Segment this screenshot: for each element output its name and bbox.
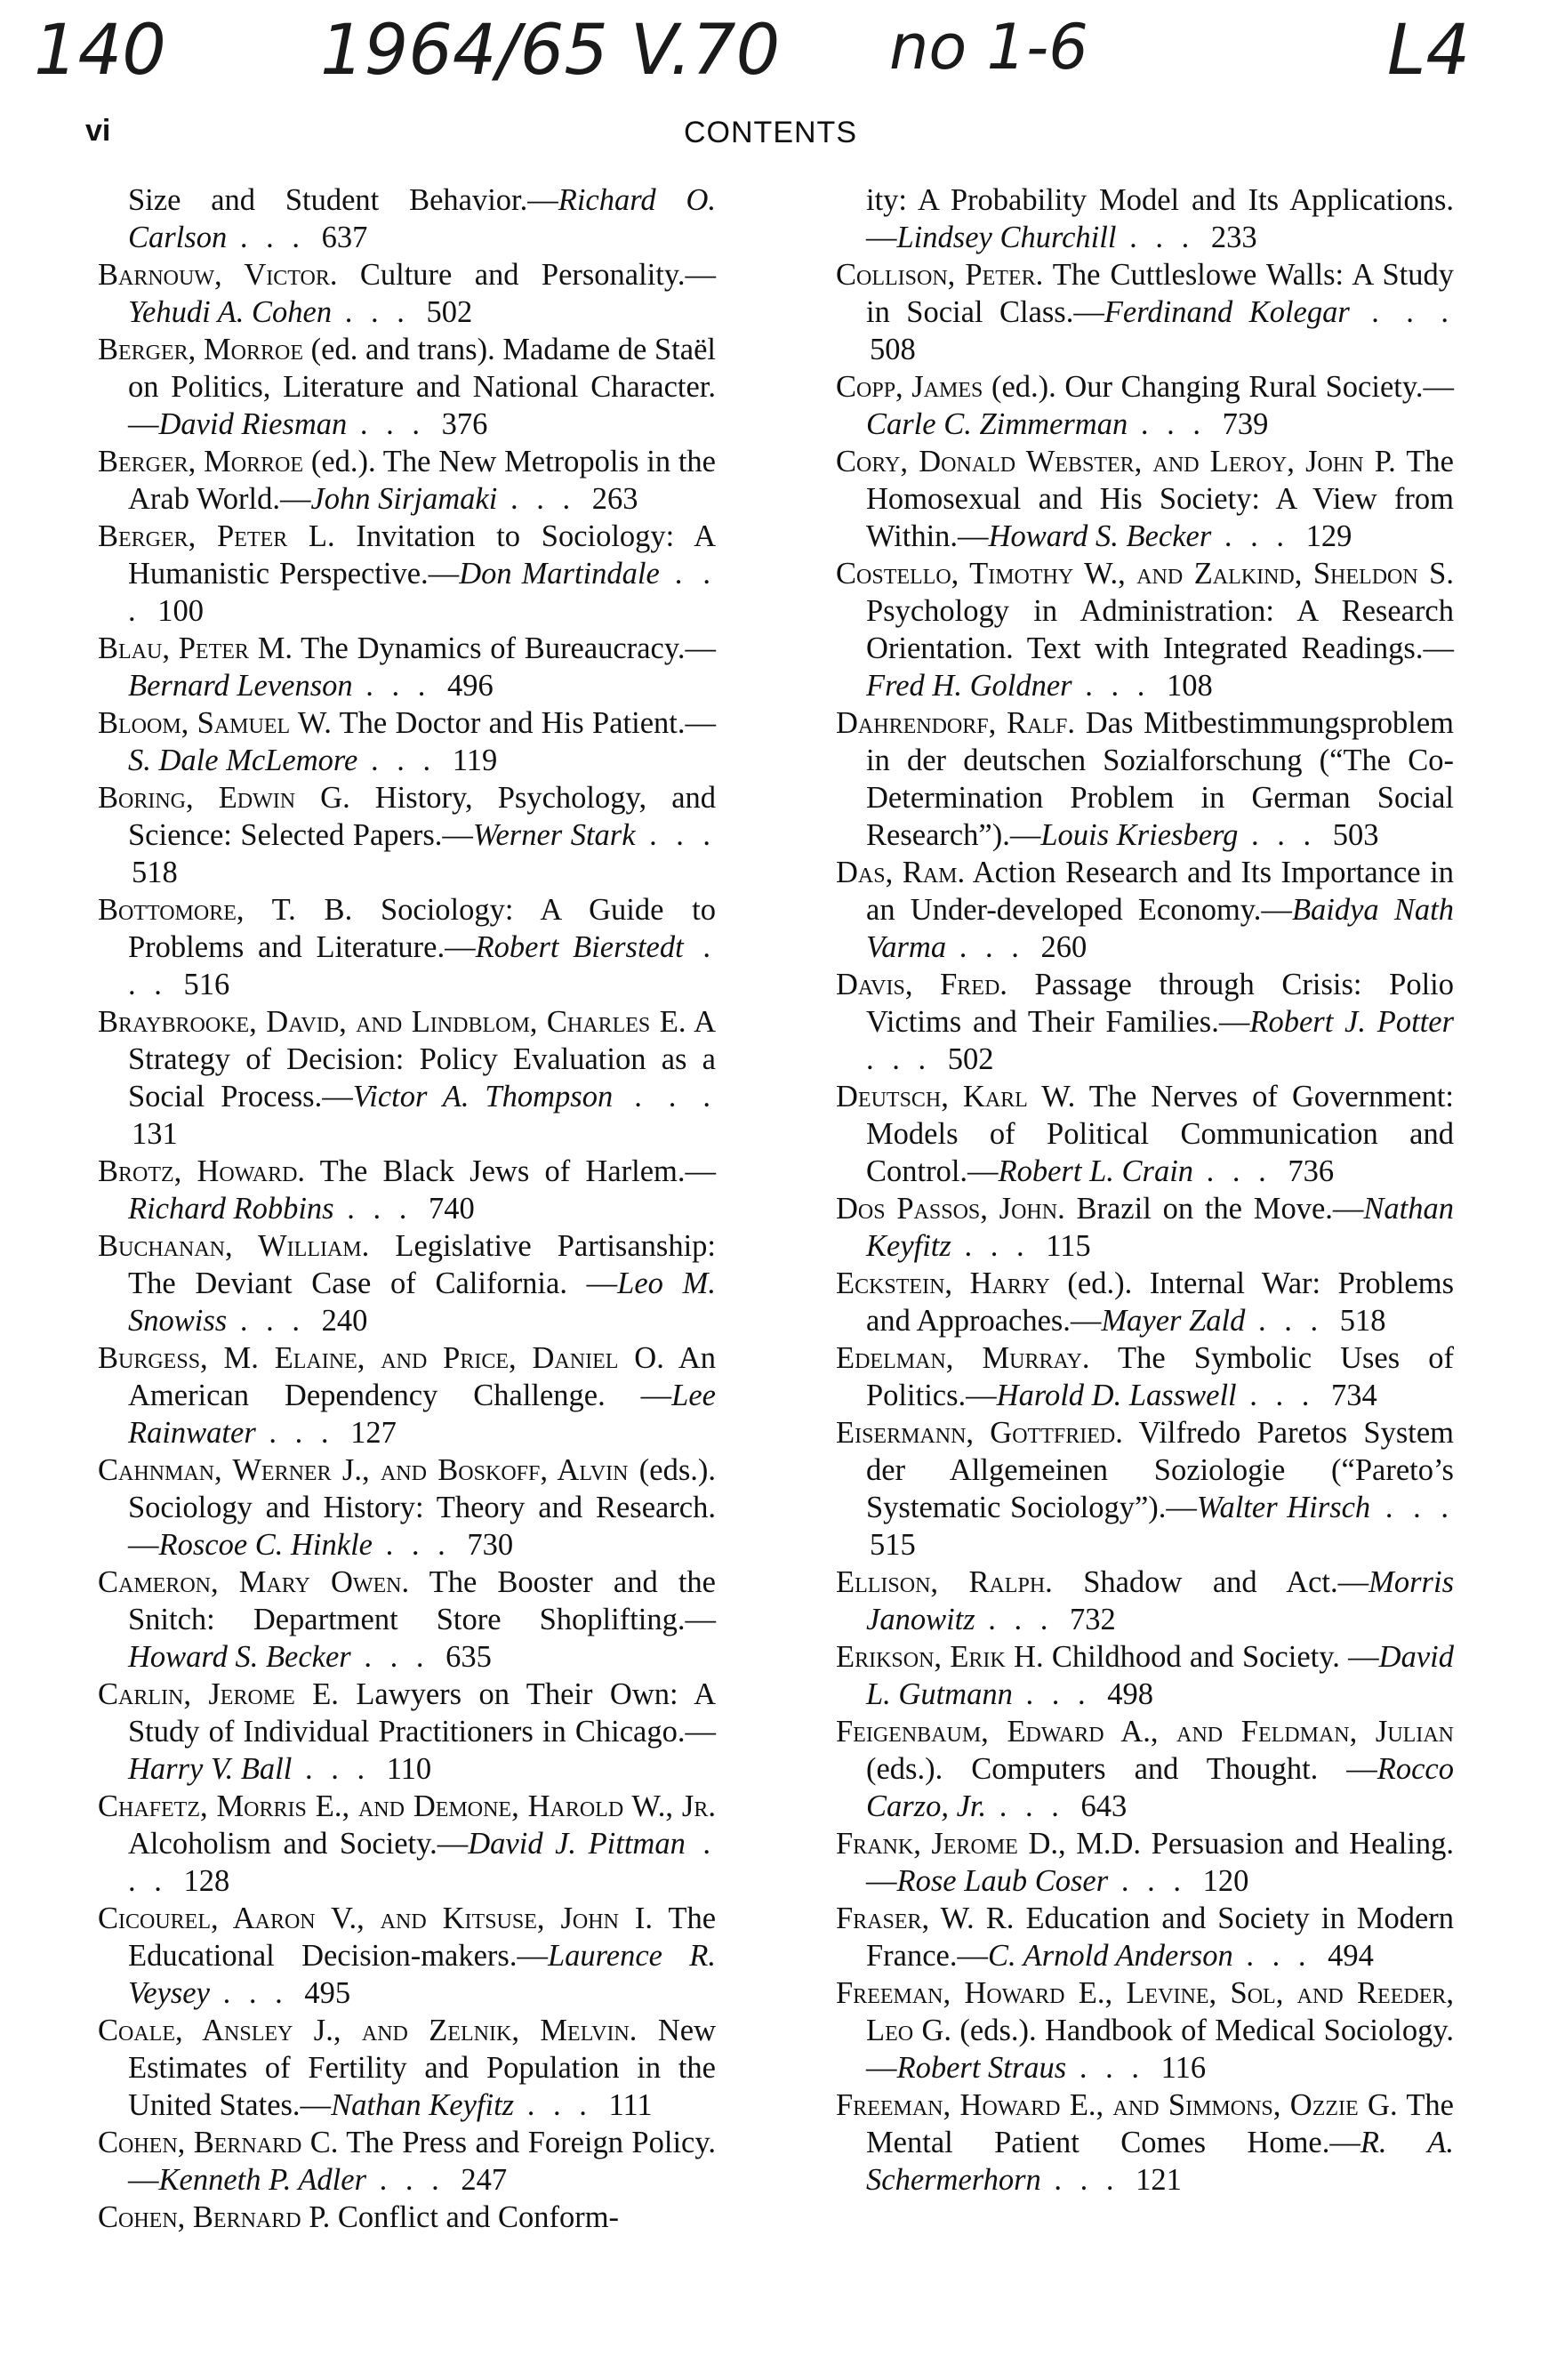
entry-title: Vilfredo Paretos System der Allgemeinen Soziologie (“Pareto’s Systematic Sociology”).—: [866, 1416, 1455, 1524]
page-header: [80, 114, 1461, 158]
contents-entry: [98, 518, 716, 630]
entry-author: Edelman, Murray.: [836, 1341, 1090, 1375]
contents-entry: [98, 256, 716, 331]
entry-author: Buchanan, William.: [98, 1229, 370, 1263]
contents-entry: [98, 1451, 716, 1564]
handwritten-call-number: 140: [34, 11, 166, 91]
entry-author: Collison, Peter.: [836, 258, 1044, 292]
entry-author: Bloom, Samuel W.: [98, 706, 332, 740]
leader-dots: . . .: [1232, 1939, 1325, 1973]
entry-reviewer: David Riesman: [158, 407, 348, 441]
entry-reviewer: Robert Straus: [896, 2051, 1067, 2085]
entry-page-number: 376: [441, 407, 488, 441]
contents-entry: [836, 2087, 1454, 2199]
leader-dots: . . .: [951, 1229, 1043, 1263]
contents-entry: [836, 854, 1454, 966]
leader-dots: . . .: [1236, 1379, 1328, 1412]
entry-reviewer: Harry V. Ball: [128, 1752, 293, 1786]
entry-page-number: 116: [1160, 2051, 1207, 2085]
entry-page-number: 740: [428, 1192, 475, 1226]
entry-page-number: 494: [1328, 1939, 1374, 1973]
contents-entry: [98, 1153, 716, 1227]
leader-dots: . . .: [1040, 2163, 1133, 2197]
entry-reviewer: Richard Robbins: [128, 1192, 334, 1226]
leader-dots: . . .: [1012, 1677, 1104, 1711]
leader-dots: . . .: [366, 2163, 458, 2197]
contents-entry: [836, 181, 1454, 256]
entry-author: Carlin, Jerome E.: [98, 1677, 339, 1711]
leader-dots: . . .: [350, 1640, 443, 1674]
entry-reviewer: S. Dale McLemore: [128, 744, 358, 777]
contents-entry: [98, 779, 716, 891]
entry-title: The Homosexual and His Society: A View from Within.—: [866, 445, 1454, 553]
entry-page-number: 515: [870, 1528, 916, 1562]
contents-entry: [98, 1900, 716, 2012]
entry-page-number: 115: [1046, 1229, 1091, 1263]
entry-page-number: 643: [1080, 1789, 1128, 1823]
entry-reviewer: Richard O. Carlson: [128, 183, 716, 254]
leader-dots: . . .: [866, 1042, 944, 1076]
entry-reviewer: Werner Stark: [472, 818, 636, 852]
entry-title: Culture and Personality.—: [337, 258, 716, 292]
entry-title: Brazil on the Move.—: [1064, 1192, 1364, 1226]
entry-author: Fraser, W. R.: [836, 1902, 1015, 1935]
leader-dots: . . .: [347, 407, 438, 441]
entry-page-number: 131: [132, 1117, 178, 1151]
entry-page-number: 732: [1070, 1603, 1116, 1636]
leader-dots: . . .: [1238, 818, 1329, 852]
entry-title: A Strategy of Decision: Policy Evaluation as a Social Process.—: [128, 1005, 717, 1114]
running-head-title: CONTENTS: [684, 116, 857, 149]
entry-title: Sociology: A Guide to Problems and Literature.—: [128, 893, 716, 964]
entry-author: Das, Ram.: [836, 856, 966, 889]
entry-page-number: 111: [608, 2088, 653, 2122]
entry-page-number: 518: [1339, 1304, 1386, 1338]
leader-dots: . . .: [1370, 1491, 1454, 1524]
handwritten-issue-range: no 1-6: [889, 11, 1088, 84]
entry-author: Cohen, Bernard P.: [98, 2200, 331, 2234]
entry-title: The Black Jews of Harlem.—: [305, 1154, 716, 1188]
entry-title: The Symbolic Uses of Politics.—: [866, 1341, 1454, 1412]
entry-reviewer: Mayer Zald: [1101, 1304, 1246, 1338]
contents-entry: [98, 1003, 716, 1153]
entry-author: Freeman, Howard E., and Simmons, Ozzie G.: [836, 2088, 1398, 2122]
entry-page-number: 637: [321, 221, 368, 254]
entry-title: Lawyers on Their Own: A Study of Individual Practitioners in Chicago.—: [128, 1677, 716, 1749]
entry-reviewer: Don Martindale: [459, 557, 660, 591]
entry-page-number: 127: [350, 1416, 397, 1450]
entry-reviewer: Lee Rainwater: [128, 1379, 716, 1450]
entry-page-number: 240: [321, 1304, 368, 1338]
leader-dots: . . .: [1116, 221, 1208, 254]
contents-entry: [98, 181, 716, 256]
entry-title: (eds.). Computers and Thought. —: [866, 1752, 1377, 1786]
entry-page-number: 260: [1040, 930, 1088, 964]
entry-reviewer: Roscoe C. Hinkle: [158, 1528, 373, 1562]
entry-title: (ed. and trans). Madame de Staël on Politics, Literature and National Character.—: [128, 333, 716, 441]
entry-author: Coale, Ansley J., and Zelnik, Melvin.: [98, 2014, 638, 2047]
entry-page-number: 110: [386, 1752, 432, 1786]
entry-page-number: 496: [447, 669, 494, 703]
entry-author: Freeman, Howard E., Levine, Sol, and Reeder, Leo G.: [836, 1976, 1454, 2047]
entry-title: Alcoholism and Society.—: [128, 1827, 469, 1861]
entry-title: Education and Society in Modern France.—: [866, 1902, 1455, 1973]
contents-entry: [98, 1227, 716, 1339]
entry-title: An American Dependency Challenge. —: [128, 1341, 716, 1412]
entry-reviewer: Robert L. Crain: [998, 1154, 1194, 1188]
leader-dots: . . .: [227, 221, 318, 254]
leader-dots: . . .: [1245, 1304, 1336, 1338]
entry-reviewer: Laurence R. Veysey: [128, 1939, 716, 2010]
entry-reviewer: Victor A. Thompson: [352, 1080, 614, 1114]
entry-title: The Press and Foreign Policy.—: [128, 2126, 716, 2197]
entry-title: The Mental Patient Comes Home.—: [866, 2088, 1454, 2159]
leader-dots: . . .: [514, 2088, 606, 2122]
entry-page-number: 100: [157, 594, 204, 628]
entry-title: Passage through Crisis: Polio Victims and Their Families.—: [866, 968, 1454, 1039]
entry-title: The Educational Decision-makers.—: [128, 1902, 717, 1973]
leader-dots: . . .: [1211, 519, 1303, 553]
leader-dots: . . .: [613, 1080, 717, 1114]
entry-reviewer: Nathan Keyfitz: [866, 1192, 1454, 1263]
entry-author: Davis, Fred.: [836, 968, 1007, 1001]
handwritten-volume-year: 1964/65 V.70: [320, 11, 781, 91]
entry-reviewer: Walter Hirsch: [1196, 1491, 1371, 1524]
entry-title: ity: A Probability Model and Its Applications.—: [866, 183, 1454, 254]
entry-page-number: 120: [1202, 1864, 1249, 1898]
leader-dots: . . .: [635, 818, 717, 852]
entry-author: Copp, James: [836, 370, 983, 404]
entry-title: Childhood and Society. —: [1043, 1640, 1379, 1674]
contents-entry: [836, 1265, 1454, 1339]
right-column: [836, 181, 1454, 2199]
entry-page-number: 233: [1210, 221, 1257, 254]
entry-author: Feigenbaum, Edward A., and Feldman, Julian: [836, 1715, 1454, 1749]
contents-entry: [836, 1900, 1454, 1974]
entry-reviewer: Ferdinand Kolegar: [1104, 295, 1350, 329]
leader-dots: . . .: [1108, 1864, 1200, 1898]
entry-reviewer: C. Arnold Anderson: [988, 1939, 1233, 1973]
entry-author: Deutsch, Karl W.: [836, 1080, 1076, 1114]
contents-entry: [836, 1564, 1454, 1638]
entry-reviewer: Bernard Levenson: [128, 669, 353, 703]
contents-entry: [98, 891, 716, 1003]
entry-title: Shadow and Act.—: [1052, 1565, 1369, 1599]
leader-dots: . . .: [333, 1192, 425, 1226]
leader-dots: . . .: [497, 482, 589, 516]
entry-author: Eisermann, Gottfried.: [836, 1416, 1123, 1450]
entry-page-number: 129: [1305, 519, 1352, 553]
entry-reviewer: Rocco Carzo, Jr.: [866, 1752, 1454, 1823]
entry-page-number: 498: [1107, 1677, 1153, 1711]
entry-author: Cahnman, Werner J., and Boskoff, Alvin: [98, 1453, 629, 1487]
entry-author: Berger, Peter L.: [98, 519, 335, 553]
leader-dots: . . .: [1349, 295, 1454, 329]
contents-entry: [98, 1788, 716, 1900]
entry-reviewer: Harold D. Lasswell: [996, 1379, 1237, 1412]
leader-dots: . . .: [227, 1304, 318, 1338]
entry-page-number: 516: [183, 968, 230, 1001]
entry-title: Invitation to Sociology: A Humanistic Perspective.—: [128, 519, 716, 591]
entry-title: Size and Student Behavior.—: [128, 183, 558, 217]
entry-title: History, Psychology, and Science: Selected Papers.—: [128, 781, 717, 852]
entry-page-number: 736: [1288, 1154, 1335, 1188]
contents-entry: [836, 256, 1454, 368]
contents-entry: [98, 1339, 716, 1451]
entry-page-number: 503: [1332, 818, 1379, 852]
entry-reviewer: Yehudi A. Cohen: [128, 295, 333, 329]
handwritten-shelf-mark: L4: [1387, 11, 1471, 91]
leader-dots: . . .: [1071, 669, 1163, 703]
entry-author: Dahrendorf, Ralf.: [836, 706, 1075, 740]
entry-reviewer: Lindsey Churchill: [896, 221, 1117, 254]
entry-title: The Doctor and His Patient.—: [331, 706, 717, 740]
leader-dots: . . .: [1128, 407, 1219, 441]
contents-entry: [836, 1414, 1454, 1564]
entry-reviewer: Louis Kriesberg: [1040, 818, 1239, 852]
entry-reviewer: Leo M. Snowiss: [128, 1266, 716, 1338]
entry-title: Conflict and Conform-: [330, 2200, 620, 2234]
contents-entry: [836, 1339, 1454, 1414]
entry-title: (ed.). Our Changing Rural Society.—: [983, 370, 1454, 404]
entry-title: (ed.). Internal War: Problems and Approaches.—: [866, 1266, 1454, 1338]
leader-dots: . . .: [1066, 2051, 1158, 2085]
leader-dots: . . .: [946, 930, 1038, 964]
entry-author: Erikson, Erik H.: [836, 1640, 1044, 1674]
contents-entry: [836, 1078, 1454, 1190]
contents-entry: [98, 630, 716, 704]
contents-entry: [98, 2124, 716, 2199]
leader-dots: . . .: [209, 1976, 301, 2010]
entry-page-number: 495: [304, 1976, 351, 2010]
entry-title: Das Mitbestimmungsproblem in der deutschen Sozialforschung (“The Co-Determination Problem in German Social Research”).—: [866, 706, 1455, 852]
entry-author: Cohen, Bernard C.: [98, 2126, 339, 2159]
left-column: [98, 181, 716, 2236]
entry-title: The Cuttleslowe Walls: A Study in Social Class.—: [866, 258, 1455, 329]
contents-entry: [98, 704, 716, 779]
entry-reviewer: Howard S. Becker: [988, 519, 1212, 553]
handwritten-annotation: [0, 0, 1541, 116]
entry-page-number: 128: [183, 1864, 230, 1898]
entry-author: Burgess, M. Elaine, and Price, Daniel O.: [98, 1341, 664, 1375]
entry-title: Persuasion and Healing.—: [866, 1827, 1455, 1898]
contents-entry: [98, 1676, 716, 1788]
leader-dots: . . .: [352, 669, 445, 703]
contents-entry: [836, 1638, 1454, 1713]
entry-reviewer: David J. Pittman: [468, 1827, 686, 1861]
entry-page-number: 247: [461, 2163, 508, 2197]
entry-reviewer: Fred H. Goldner: [866, 669, 1072, 703]
entry-author: Braybrooke, David, and Lindblom, Charles E.: [98, 1005, 686, 1039]
entry-author: Brotz, Howard.: [98, 1154, 306, 1188]
contents-entry: [836, 1825, 1454, 1900]
entry-page-number: 739: [1222, 407, 1269, 441]
contents-entry: [98, 443, 716, 518]
leader-dots: . . .: [986, 1789, 1078, 1823]
entry-page-number: 730: [467, 1528, 514, 1562]
leader-dots: . . .: [128, 557, 716, 628]
leader-dots: . . .: [255, 1416, 348, 1450]
contents-entry: [836, 368, 1454, 443]
entry-page-number: 502: [426, 295, 473, 329]
entry-reviewer: John Sirjamaki: [310, 482, 498, 516]
entry-title: (ed.). The New Metropolis in the Arab World.—: [128, 445, 716, 516]
entry-author: Berger, Morroe: [98, 333, 303, 366]
entry-page-number: 121: [1136, 2163, 1182, 2197]
entry-reviewer: Rose Laub Coser: [896, 1864, 1109, 1898]
contents-entry: [836, 1974, 1454, 2087]
entry-author: Cameron, Mary Owen.: [98, 1565, 410, 1599]
entry-author: Dos Passos, John.: [836, 1192, 1065, 1226]
entry-author: Eckstein, Harry: [836, 1266, 1050, 1300]
leader-dots: . . .: [332, 295, 423, 329]
entry-page-number: 502: [947, 1042, 994, 1076]
entry-reviewer: Nathan Keyfitz: [331, 2088, 515, 2122]
contents-entry: [836, 1190, 1454, 1265]
entry-author: Frank, Jerome D., M.D.: [836, 1827, 1142, 1861]
entry-reviewer: Howard S. Becker: [128, 1640, 351, 1674]
entry-author: Barnouw, Victor.: [98, 258, 338, 292]
entry-author: Bottomore, T. B.: [98, 893, 353, 927]
entry-author: Chafetz, Morris E., and Demone, Harold W., Jr.: [98, 1789, 716, 1823]
entry-title: Action Research and Its Importance in an Under-developed Economy.—: [866, 856, 1455, 927]
leader-dots: . . .: [292, 1752, 383, 1786]
entry-reviewer: Robert Bierstedt: [475, 930, 684, 964]
leader-dots: . . .: [128, 930, 716, 1001]
entry-page-number: 518: [132, 856, 178, 889]
contents-entry: [98, 331, 716, 443]
entry-reviewer: David L. Gutmann: [866, 1640, 1454, 1711]
entry-page-number: 119: [452, 744, 498, 777]
entry-title: The Nerves of Government: Models of Political Communication and Control.—: [866, 1080, 1454, 1188]
entry-author: Blau, Peter M.: [98, 631, 293, 665]
entry-title: Legislative Partisanship: The Deviant Case of California. —: [128, 1229, 716, 1300]
entry-title: The Booster and the Snitch: Department Store Shoplifting.—: [128, 1565, 716, 1636]
contents-entry: [836, 704, 1454, 854]
entry-title: New Estimates of Fertility and Population in the United States.—: [128, 2014, 716, 2122]
entry-title: (eds.). Handbook of Medical Sociology.—: [866, 2014, 1454, 2085]
entry-page-number: 108: [1166, 669, 1213, 703]
leader-dots: . . .: [128, 1827, 716, 1898]
entry-page-number: 508: [870, 333, 916, 366]
page-number: vi: [85, 114, 111, 148]
contents-entry: [836, 443, 1454, 555]
entry-title: The Dynamics of Bureaucracy.—: [293, 631, 716, 665]
entry-author: Costello, Timothy W., and Zalkind, Sheldon S.: [836, 557, 1454, 591]
entry-page-number: 734: [1331, 1379, 1377, 1412]
entry-author: Boring, Edwin G.: [98, 781, 350, 815]
entry-title: Psychology in Administration: A Research Orientation. Text with Integrated Readings.—: [866, 594, 1454, 665]
entry-reviewer: Robert J. Potter: [1249, 1005, 1455, 1039]
contents-entry: [98, 2199, 716, 2236]
contents-entry: [836, 555, 1454, 704]
entry-reviewer: Kenneth P. Adler: [158, 2163, 366, 2197]
contents-entry: [836, 1713, 1454, 1825]
entry-author: Cory, Donald Webster, and Leroy, John P.: [836, 445, 1396, 478]
entry-reviewer: Carle C. Zimmerman: [866, 407, 1128, 441]
entry-reviewer: Baidya Nath Varma: [866, 893, 1454, 964]
entry-title: (eds.). Sociology and History: Theory and Research.—: [128, 1453, 716, 1562]
leader-dots: . . .: [357, 744, 449, 777]
contents-entry: [98, 1564, 716, 1676]
entry-author: Berger, Morroe: [98, 445, 304, 478]
leader-dots: . . .: [372, 1528, 464, 1562]
entry-author: Cicourel, Aaron V., and Kitsuse, John I.: [98, 1902, 654, 1935]
entry-reviewer: Morris Janowitz: [866, 1565, 1454, 1636]
contents-entry: [836, 966, 1454, 1078]
entry-page-number: 263: [591, 482, 638, 516]
leader-dots: . . .: [975, 1603, 1067, 1636]
leader-dots: . . .: [1193, 1154, 1285, 1188]
contents-entry: [98, 2012, 716, 2124]
entry-page-number: 635: [445, 1640, 492, 1674]
entry-reviewer: R. A. Schermerhorn: [866, 2126, 1454, 2197]
entry-author: Ellison, Ralph.: [836, 1565, 1053, 1599]
